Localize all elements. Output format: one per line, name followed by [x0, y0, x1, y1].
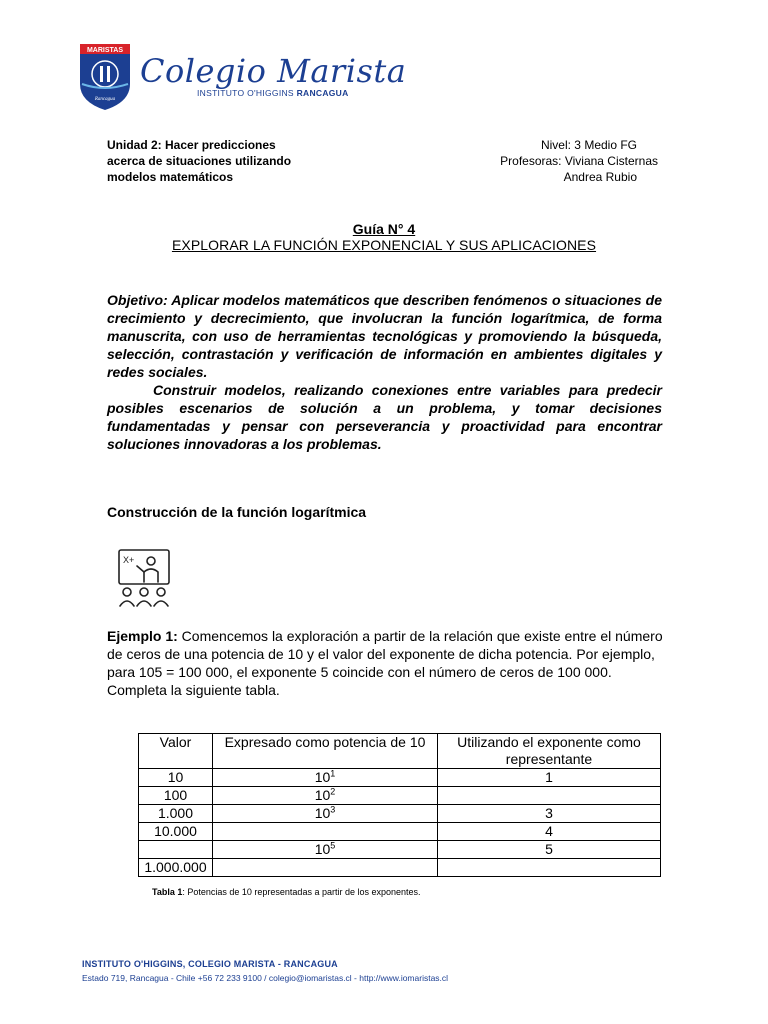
representative-cell: 1 [438, 769, 661, 787]
footer-institution: INSTITUTO O'HIGGINS, COLEGIO MARISTA - RANCAGUA [82, 959, 338, 969]
table-row [139, 859, 661, 877]
power-base: 10 [314, 787, 331, 803]
representative-cell [438, 787, 661, 805]
teacher-board-icon [117, 548, 171, 608]
table-header-row [139, 734, 661, 769]
footer-contact: Estado 719, Rancagua - Chile +56 72 233 9100 / colegio@iomaristas.cl - http://www.iomaristas.cl [82, 973, 449, 983]
representative-cell: 5 [438, 841, 661, 859]
value-cell: 1.000 [139, 805, 213, 823]
representative-cell [438, 859, 661, 877]
unit-line: acerca de situaciones utilizando [107, 154, 292, 168]
power-cell [213, 787, 438, 805]
school-shield-logo [78, 40, 132, 112]
unit-description [107, 137, 291, 185]
caption-text: : Potencias de 10 representadas a partir de los exponentes. [182, 887, 421, 897]
power-cell [213, 769, 438, 787]
logo-subtitle-prefix: INSTITUTO O'HIGGINS [197, 88, 294, 98]
teacher-2: Andrea Rubio [563, 170, 637, 184]
guide-title: EXPLORAR LA FUNCIÓN EXPONENCIAL Y SUS APLICACIONES [171, 237, 597, 253]
example-paragraph [107, 627, 663, 699]
objective [107, 291, 662, 453]
header-cell: Valor [139, 734, 213, 769]
powers-table [138, 733, 661, 877]
unit-line: modelos matemáticos [107, 170, 234, 184]
example-text: Comencemos la exploración a partir de la relación que existe entre el número de ceros de una potencia de 10 y el valor del exponente de dicha potencia. Por ejemplo, para 105 = 100 000, el exponente 5 coincide con el número de ceros de 100 000. Completa la siguiente tabla. [107, 628, 663, 698]
table-caption [152, 887, 421, 897]
course-info [480, 137, 658, 185]
power-base: 10 [314, 769, 331, 785]
table-row [139, 823, 661, 841]
objective-paragraph-2: Construir modelos, realizando conexiones entre variables para predecir posibles escenarios de solución a un problema, y tomar decisiones fundamentadas y pensar con perseverancia y proactividad para encontrar soluciones innovadoras a los problemas. [107, 382, 662, 452]
logo-subtitle [197, 88, 349, 98]
value-cell [139, 841, 213, 859]
table-row [139, 787, 661, 805]
power-cell [213, 841, 438, 859]
header-cell: Utilizando el exponente como representante [438, 734, 661, 769]
power-base: 10 [314, 805, 331, 821]
power-exponent: 2 [330, 786, 336, 797]
guide-number: Guía N° 4 [352, 221, 416, 237]
teachers: Profesoras: Viviana Cisternas [500, 154, 658, 168]
table-row [139, 805, 661, 823]
representative-cell: 4 [438, 823, 661, 841]
power-cell [213, 859, 438, 877]
level: Nivel: 3 Medio FG [540, 138, 637, 152]
power-cell [213, 823, 438, 841]
value-cell: 1.000.000 [139, 859, 213, 877]
value-cell: 10.000 [139, 823, 213, 841]
logo-subtitle-city: RANCAGUA [296, 88, 349, 98]
header-cell: Expresado como potencia de 10 [213, 734, 438, 769]
section-title: Construcción de la función logarítmica [107, 504, 367, 520]
caption-label: Tabla 1 [152, 887, 183, 897]
power-exponent: 5 [330, 840, 336, 851]
power-exponent: 3 [330, 804, 336, 815]
power-base: 10 [314, 841, 331, 857]
value-cell: 10 [139, 769, 213, 787]
table-row [139, 841, 661, 859]
badge-text: MARISTAS [86, 47, 124, 54]
example-label: Ejemplo 1: [107, 628, 178, 644]
power-cell [213, 805, 438, 823]
value-cell: 100 [139, 787, 213, 805]
logo-wordmark: Colegio Marista [140, 52, 407, 90]
table-row [139, 769, 661, 787]
icon-text: X+ [123, 555, 135, 565]
unit-line: Unidad 2: Hacer predicciones [107, 138, 276, 152]
objective-paragraph-1: Objetivo: Aplicar modelos matemáticos que describen fenómenos o situaciones de crecimiento y decrecimiento, que involucran la función logarítmica, de forma manuscrita, con uso de herramientas tecnológicas y promoviendo la búsqueda, selección, contrastación y verificación de información en ambientes digitales y redes sociales. [107, 292, 662, 380]
representative-cell: 3 [438, 805, 661, 823]
badge-sub: Rancagua [94, 97, 116, 102]
power-exponent: 1 [330, 768, 336, 779]
